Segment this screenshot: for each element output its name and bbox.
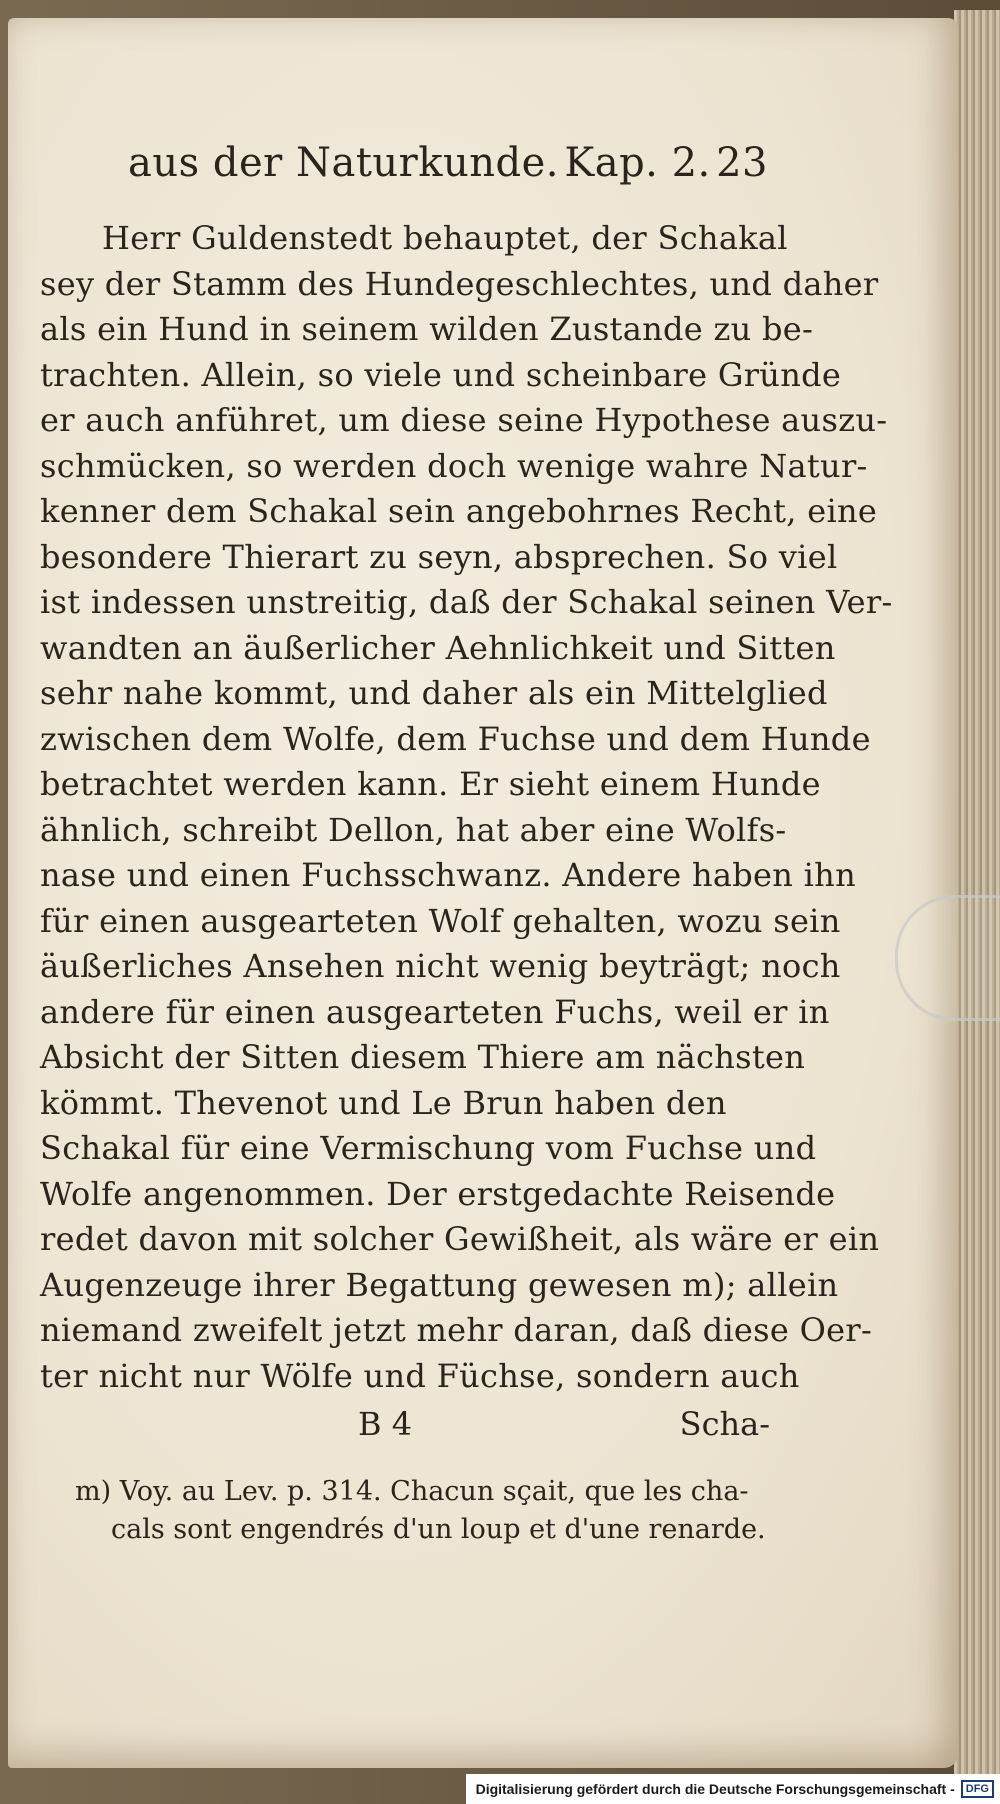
text-line: kenner dem Schakal sein angebohrnes Recht, eine bbox=[40, 492, 878, 530]
text-line: schmücken, so werden doch wenige wahre Natur- bbox=[40, 446, 868, 485]
running-head bbox=[128, 140, 768, 186]
footnote bbox=[75, 1473, 766, 1549]
text-line: ähnlich, schreibt Dellon, hat aber eine Wolfs- bbox=[40, 810, 787, 849]
footnote-line: cals sont engendrés d'un loup et d'une renarde. bbox=[111, 1514, 766, 1545]
text-line: für einen ausgearteten Wolf gehalten, wozu sein bbox=[40, 901, 841, 940]
text-line: ist indessen unstreitig, daß der Schakal seinen Ver- bbox=[40, 583, 893, 621]
text-line: besondere Thierart zu seyn, absprechen. So viel bbox=[40, 537, 838, 576]
text-line: wandten an äußerlicher Aehnlichkeit und Sitten bbox=[40, 628, 836, 667]
text-line: er auch anführet, um diese seine Hypothese auszu- bbox=[40, 401, 888, 439]
signature-mark: B 4 bbox=[358, 1405, 413, 1443]
text-line: Wolfe angenommen. Der erstgedachte Reisende bbox=[40, 1174, 836, 1213]
text-line: nase und einen Fuchsschwanz. Andere haben ihn bbox=[40, 856, 856, 894]
text-line: kömmt. Thevenot und Le Brun haben den bbox=[40, 1083, 727, 1122]
text-line: redet davon mit solcher Gewißheit, als wäre er ein bbox=[40, 1220, 880, 1258]
text-line: niemand zweifelt jetzt mehr daran, daß diese Oer- bbox=[40, 1311, 873, 1349]
signature-line bbox=[358, 1405, 770, 1443]
body-text bbox=[40, 216, 893, 1399]
footnote-line: m) Voy. au Lev. p. 314. Chacun sçait, que les cha- bbox=[75, 1476, 749, 1507]
text-line: sey der Stamm des Hundegeschlechtes, und daher bbox=[40, 264, 879, 303]
page-clip bbox=[895, 895, 1000, 1021]
text-line: andere für einen ausgearteten Fuchs, weil er in bbox=[40, 992, 830, 1031]
text-line: Augenzeuge ihrer Begattung gewesen m); allein bbox=[40, 1265, 839, 1304]
text-line: äußerliches Ansehen nicht wenig beyträgt; noch bbox=[40, 947, 841, 985]
text-line: zwischen dem Wolfe, dem Fuchse und dem Hunde bbox=[40, 719, 871, 758]
text-line: Schakal für eine Vermischung vom Fuchse und bbox=[40, 1129, 817, 1167]
running-title: aus der Naturkunde. bbox=[128, 140, 560, 186]
page-text bbox=[40, 140, 893, 1549]
text-line: sehr nahe kommt, und daher als ein Mittelglied bbox=[40, 674, 828, 712]
text-line: als ein Hund in seinem wilden Zustande zu be- bbox=[40, 310, 814, 348]
credit-bar bbox=[466, 1774, 1000, 1804]
credit-text: Digitalisierung gefördert durch die Deutsche Forschungsgemeinschaft - bbox=[475, 1781, 955, 1797]
dfg-logo: DFG bbox=[961, 1780, 994, 1798]
page-number: 23 bbox=[716, 140, 768, 186]
text-line: Absicht der Sitten diesem Thiere am nächsten bbox=[40, 1038, 806, 1076]
text-line: trachten. Allein, so viele und scheinbare Gründe bbox=[40, 355, 842, 394]
text-line: betrachtet werden kann. Er sieht einem Hunde bbox=[40, 765, 821, 803]
chapter-label: Kap. 2. bbox=[564, 140, 711, 186]
text-line: Herr Guldenstedt behauptet, der Schakal bbox=[102, 219, 788, 257]
text-line: ter nicht nur Wölfe und Füchse, sondern auch bbox=[40, 1356, 800, 1395]
catchword: Scha- bbox=[679, 1405, 770, 1443]
